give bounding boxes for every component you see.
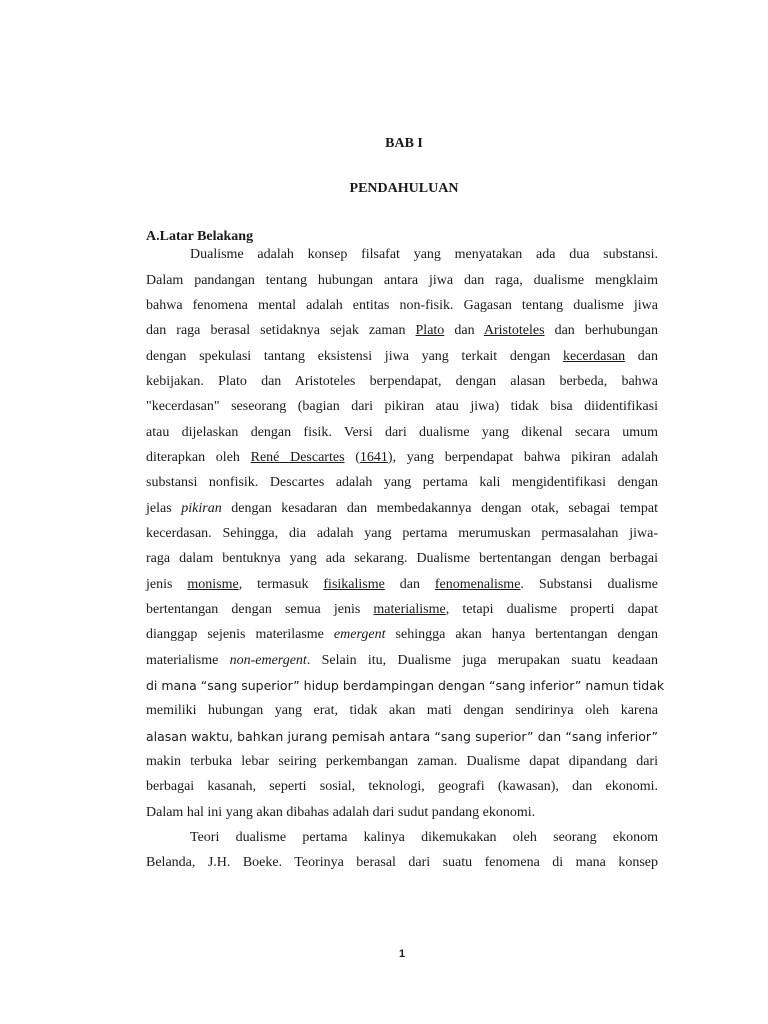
chapter-heading: BAB I	[385, 136, 423, 151]
body-line: makin terbuka lebar seiring perkembangan zaman. Dualisme dapat dipandang dari	[146, 754, 658, 769]
body-line: substansi nonfisik. Descartes adalah yang pertama kali mengidentifikasi dengan	[146, 475, 658, 490]
body-line: Dalam hal ini yang akan dibahas adalah dari sudut pandang ekonomi.	[146, 805, 536, 820]
body-line: alasan waktu, bahkan jurang pemisah antara “sang superior” dan “sang inferior”	[146, 729, 658, 744]
body-line: bahwa fenomena mental adalah entitas non-fisik. Gagasan tentang dualisme jiwa	[146, 298, 658, 313]
body-line: jenis monisme, termasuk fisikalisme dan fenomenalisme. Substansi dualisme	[146, 577, 658, 592]
body-line: kebijakan. Plato dan Aristoteles berpendapat, dengan alasan berbeda, bahwa	[146, 374, 658, 389]
body-line: jelas pikiran dengan kesadaran dan membedakannya dengan otak, sebagai tempat	[146, 501, 658, 516]
body-line: dengan spekulasi tantang eksistensi jiwa yang terkait dengan kecerdasan dan	[146, 349, 658, 364]
body-line: Belanda, J.H. Boeke. Teorinya berasal dari suatu fenomena di mana konsep	[146, 855, 658, 870]
body-line: Teori dualisme pertama kalinya dikemukakan oleh seorang ekonom	[190, 830, 658, 845]
body-line: di mana “sang superior” hidup berdampingan dengan “sang inferior” namun tidak	[146, 678, 665, 693]
body-line: dan raga berasal setidaknya sejak zaman Plato dan Aristoteles dan berhubungan	[146, 323, 658, 338]
body-line: diterapkan oleh René Descartes (1641), yang berpendapat bahwa pikiran adalah	[146, 450, 659, 465]
body-line: bertentangan dengan semua jenis materialisme, tetapi dualisme properti dapat	[146, 602, 658, 617]
chapter-title: PENDAHULUAN	[349, 181, 459, 196]
link-rene-descartes[interactable]: René Descartes	[250, 450, 345, 465]
link-fenomenalisme[interactable]: fenomenalisme	[434, 577, 521, 592]
page-number: 1	[398, 948, 406, 960]
body-line: "kecerdasan" seseorang (bagian dari pikiran atau jiwa) tidak bisa diidentifikasi	[146, 399, 658, 414]
body-line: berbagai kasanah, seperti sosial, teknologi, geografi (kawasan), dan ekonomi.	[146, 779, 658, 794]
link-aristoteles[interactable]: Aristoteles	[483, 323, 545, 338]
body-line: atau dijelaskan dengan fisik. Versi dari dualisme yang dikenal secara umum	[146, 425, 658, 440]
body-line: Dualisme adalah konsep filsafat yang menyatakan ada dua substansi.	[190, 247, 658, 262]
body-line: memiliki hubungan yang erat, tidak akan mati dengan sendirinya oleh karena	[146, 703, 658, 718]
body-line: dianggap sejenis materilasme emergent sehingga akan hanya bertentangan dengan	[146, 627, 658, 642]
link-kecerdasan[interactable]: kecerdasan	[562, 349, 626, 364]
body-line: kecerdasan. Sehingga, dia adalah yang pertama merumuskan permasalahan jiwa-	[146, 526, 658, 541]
link-monisme[interactable]: monisme	[187, 577, 239, 592]
link-fisikalisme[interactable]: fisikalisme	[323, 577, 385, 592]
link-1641[interactable]: 1641	[359, 450, 388, 465]
body-line: Dalam pandangan tentang hubungan antara jiwa dan raga, dualisme mengklaim	[146, 273, 658, 288]
body-line: materialisme non-emergent. Selain itu, Dualisme juga merupakan suatu keadaan	[146, 653, 658, 668]
body-line: raga dalam bentuknya yang ada sekarang. Dualisme bertentangan dengan berbagai	[146, 551, 658, 566]
link-plato[interactable]: Plato	[415, 323, 445, 338]
section-heading: A.Latar Belakang	[146, 229, 254, 244]
link-materialisme[interactable]: materialisme	[373, 602, 446, 617]
